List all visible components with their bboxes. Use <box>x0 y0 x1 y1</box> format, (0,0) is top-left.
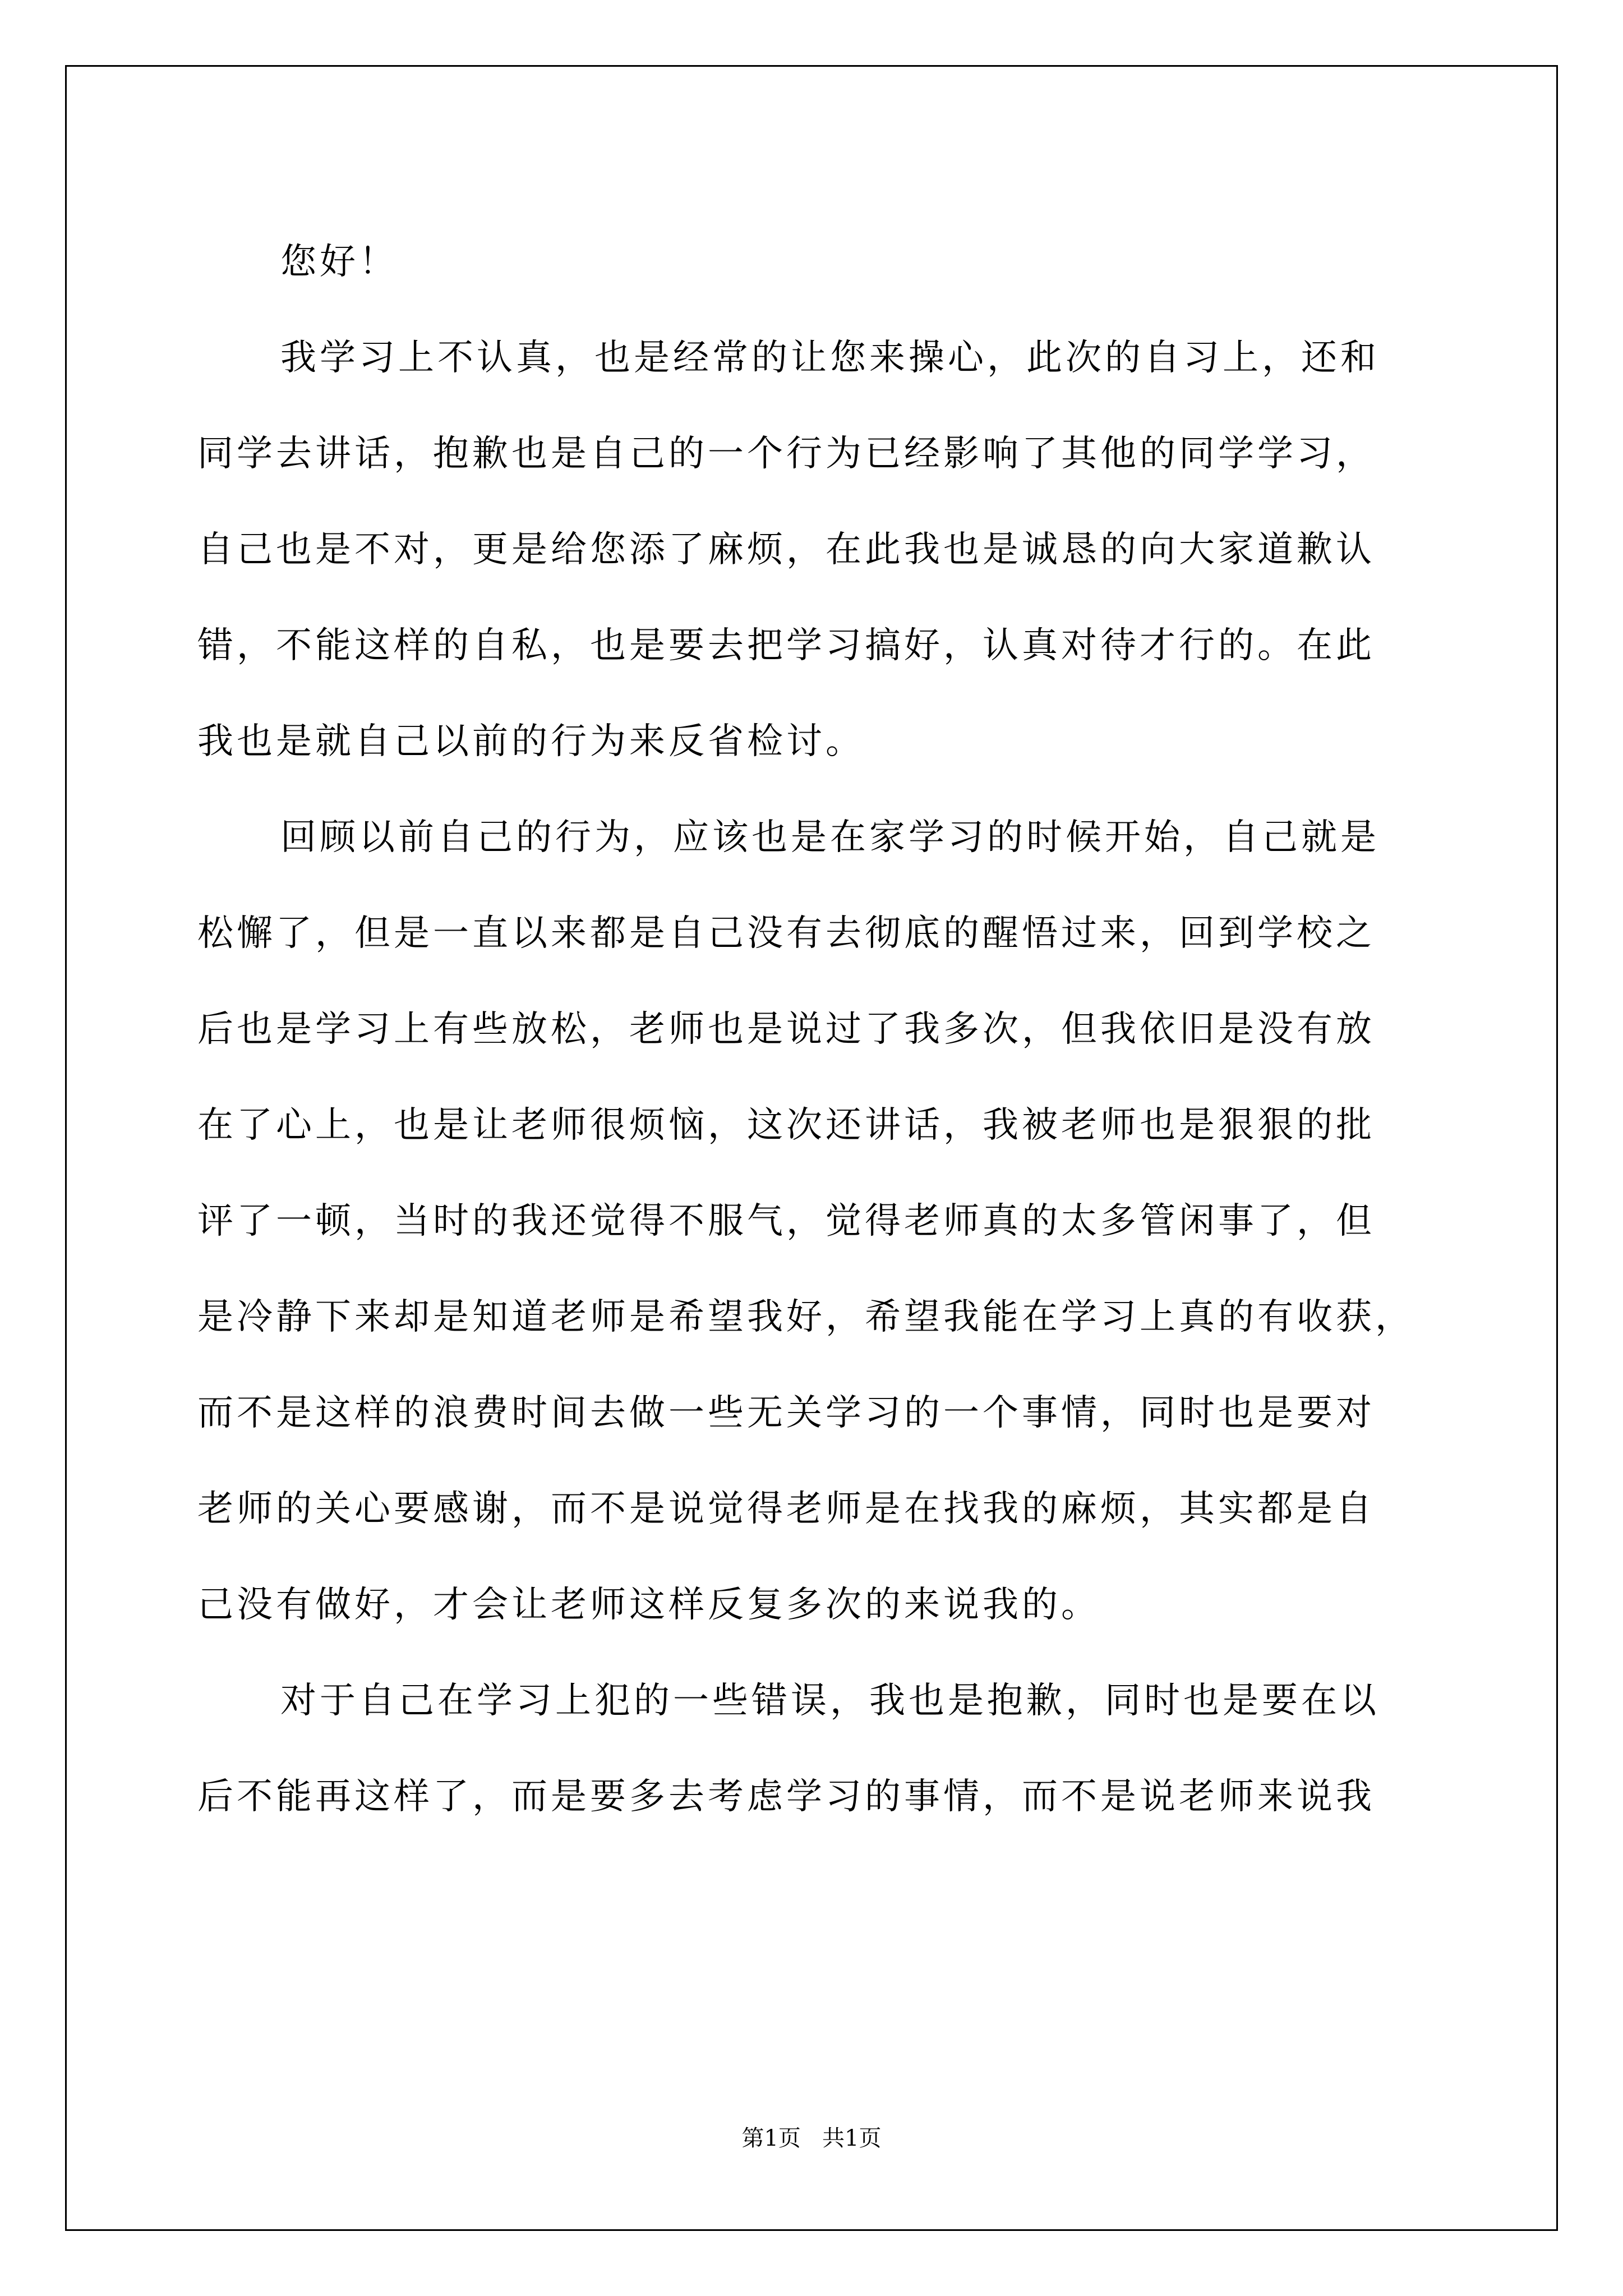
text-line: 后也是学习上有些放松，老师也是说过了我多次，但我依旧是没有放 <box>197 1009 1375 1050</box>
text-line: 己没有做好，才会让老师这样反复多次的来说我的。 <box>197 1584 1100 1626</box>
text-line: 我也是就自己以前的行为来反省检讨。 <box>197 721 865 762</box>
text-line: 老师的关心要感谢，而不是说觉得老师是在找我的麻烦，其实都是自 <box>197 1488 1375 1530</box>
paragraph-3 <box>197 1653 1431 1845</box>
greeting: 您好！ <box>280 241 398 283</box>
text-line: 评了一顿，当时的我还觉得不服气，觉得老师真的太多管闲事了，但 <box>197 1200 1375 1242</box>
paragraph-1 <box>197 310 1431 790</box>
text-line: 而不是这样的浪费时间去做一些无关学习的一个事情，同时也是要对 <box>197 1392 1375 1434</box>
text-line: 回顾以前自己的行为，应该也是在家学习的时候开始，自己就是 <box>280 817 1380 858</box>
text-line: 是冷静下来却是知道老师是希望我好，希望我能在学习上真的有收获， <box>197 1296 1414 1338</box>
text-line: 我学习上不认真，也是经常的让您来操心，此次的自习上，还和 <box>280 337 1380 379</box>
text-line: 自己也是不对，更是给您添了麻烦，在此我也是诚恳的向大家道歉认 <box>197 529 1375 570</box>
text-line: 同学去讲话，抱歉也是自己的一个行为已经影响了其他的同学学习， <box>197 433 1375 475</box>
text-line: 松懈了，但是一直以来都是自己没有去彻底的醒悟过来，回到学校之 <box>197 913 1375 954</box>
text-line: 后不能再这样了，而是要多去考虑学习的事情，而不是说老师来说我 <box>197 1776 1375 1818</box>
paragraph-2 <box>197 790 1431 1653</box>
text-line: 错，不能这样的自私，也是要去把学习搞好，认真对待才行的。在此 <box>197 625 1375 666</box>
text-line: 对于自己在学习上犯的一些错误，我也是抱歉，同时也是要在以 <box>280 1680 1380 1722</box>
page-footer: 第1页 共1页 <box>741 2125 882 2151</box>
text-line: 在了心上，也是让老师很烦恼，这次还讲话，我被老师也是狠狠的批 <box>197 1105 1375 1146</box>
document-body <box>197 214 1431 1845</box>
